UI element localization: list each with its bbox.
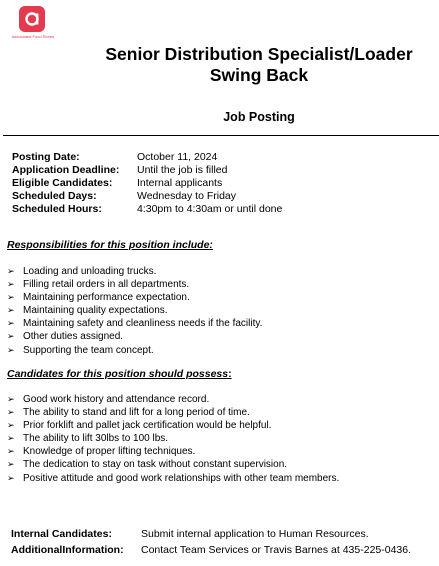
title-line-2: Swing Back [209,65,309,85]
detail-label: Scheduled Hours: [12,203,102,215]
page-title [80,44,438,86]
arrow-bullet-icon: ➢ [7,472,15,483]
arrow-bullet-icon: ➢ [7,266,15,276]
arrow-bullet-icon: ➢ [7,344,15,355]
detail-label: Posting Date: [12,151,80,163]
list-item: ➢ The ability to stand and lift for a long period of time. [7,407,250,419]
list-item: ➢ Maintaining performance expectation. [7,292,190,304]
logo-caption: Associated Food Stores [11,34,55,39]
footer-label: AdditionalInformation: [11,544,124,556]
detail-row-scheduled-hours [12,203,282,216]
company-logo [4,6,62,46]
detail-row-scheduled-days [12,190,282,203]
detail-value: Wednesday to Friday [137,190,237,202]
detail-row-posting-date [12,151,282,164]
footer-row-additional-information [11,542,411,558]
footer-info [11,526,411,558]
detail-value: Internal applicants [137,177,223,189]
footer-row-internal-candidates [11,526,411,542]
divider [3,135,439,136]
arrow-bullet-icon: ➢ [7,433,15,444]
detail-row-eligible-candidates [12,177,282,190]
list-item: ➢ Knowledge of proper lifting techniques. [7,446,196,458]
detail-label: Scheduled Days: [12,190,97,202]
detail-value: October 11, 2024 [137,151,218,163]
arrow-bullet-icon: ➢ [7,292,15,303]
list-item: ➢ Other duties assigned. [7,331,124,343]
arrow-bullet-icon: ➢ [7,420,15,431]
qualifications-heading: Candidates for this position should possess: [7,368,232,380]
list-item: ➢ The dedication to stay on task without constant supervision. [7,459,288,471]
posting-details [12,151,282,216]
list-item: ➢ Maintaining safety and cleanliness needs if the facility. [7,318,263,330]
arrow-bullet-icon: ➢ [7,331,15,342]
page-subtitle: Job Posting [223,110,295,124]
detail-row-application-deadline [12,164,282,177]
list-item: ➢ Good work history and attendance record. [7,394,210,405]
list-item: ➢ Maintaining quality expectations. [7,305,168,317]
list-item: ➢ The ability to lift 30lbs to 100 lbs. [7,433,169,445]
footer-value: Contact Team Services or Travis Barnes at 435-225-0436. [141,544,412,556]
responsibilities-heading: Responsibilities for this position include: [7,239,213,251]
detail-value: 4:30pm to 4:30am or until done [137,203,283,215]
list-item: ➢ Supporting the team concept. [7,344,154,356]
list-item: ➢ Positive attitude and good work relationships with other team members. [7,472,340,484]
detail-label: Application Deadline: [12,164,120,176]
detail-value: Until the job is filled [137,164,228,176]
arrow-bullet-icon: ➢ [7,318,15,329]
qualifications-list [7,393,339,485]
footer-value: Submit internal application to Human Resources. [141,528,369,540]
arrow-bullet-icon: ➢ [7,407,15,418]
arrow-bullet-icon: ➢ [7,459,15,470]
list-item: ➢ Prior forklift and pallet jack certification would be helpful. [7,420,272,432]
arrow-bullet-icon: ➢ [7,394,15,404]
detail-label: Eligible Candidates: [12,177,113,189]
footer-label: Internal Candidates: [11,528,112,540]
arrow-bullet-icon: ➢ [7,305,15,316]
list-item: ➢ Loading and unloading trucks. [7,266,157,277]
arrow-bullet-icon: ➢ [7,279,15,290]
list-item: ➢ Filling retail orders in all departments. [7,279,190,291]
a-logo-icon [19,6,45,32]
title-line-1: Senior Distribution Specialist/Loader [105,44,413,64]
arrow-bullet-icon: ➢ [7,446,15,457]
responsibilities-list [7,265,262,357]
